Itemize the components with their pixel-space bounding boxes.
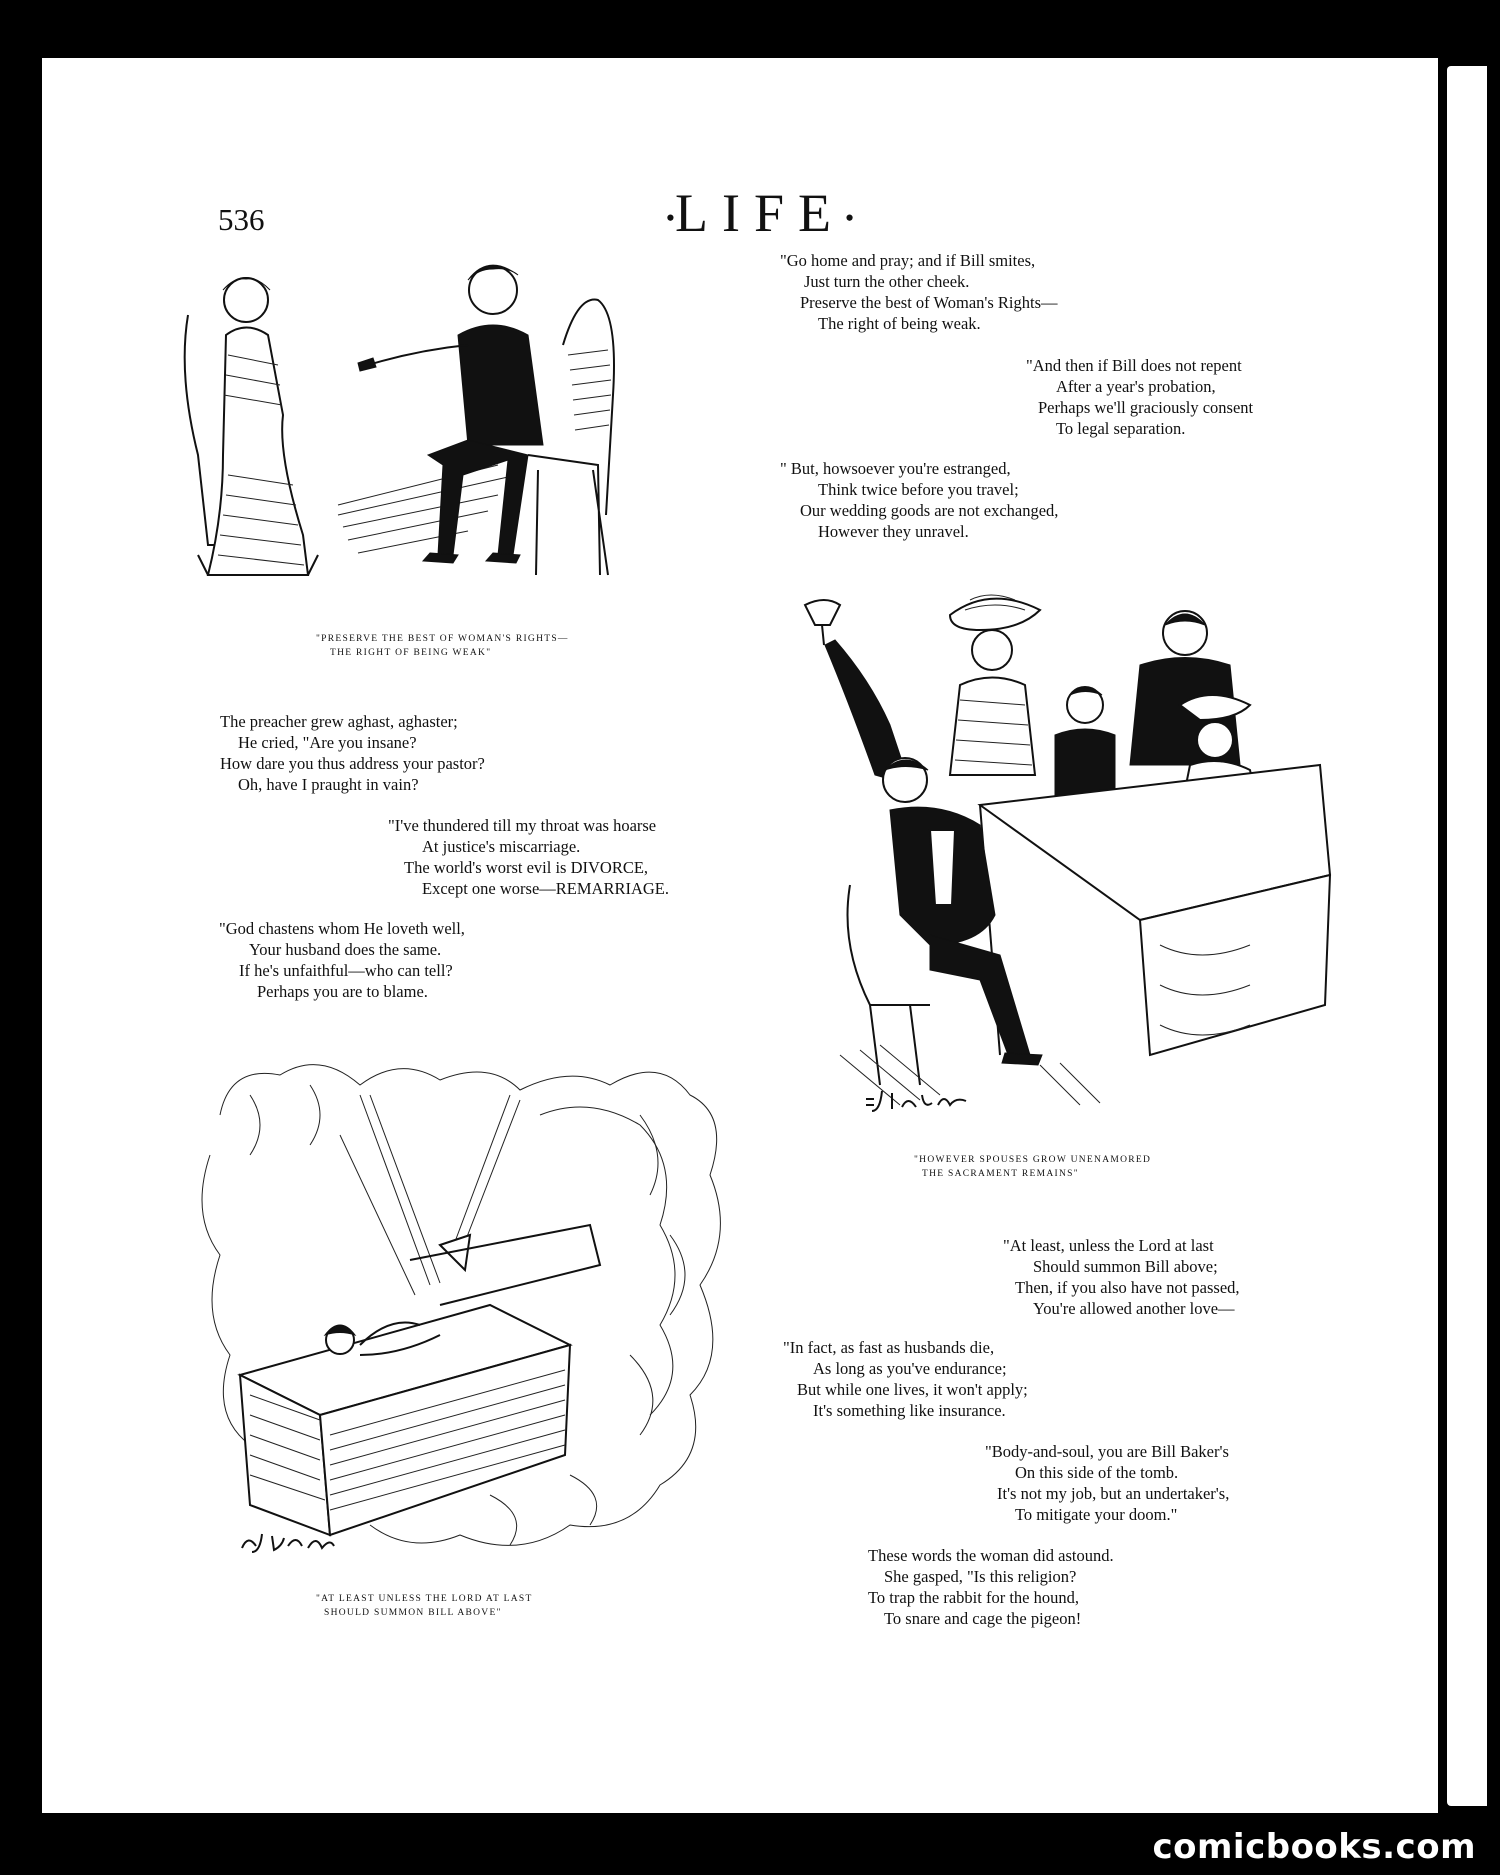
poem-line: " But, howsoever you're estranged, [780,459,1011,478]
poem-stanza [985,1441,1229,1525]
poem-line: It's something like insurance. [813,1401,1006,1420]
poem-stanza [219,918,465,1002]
poem-line: These words the woman did astound. [868,1546,1114,1565]
poem-line: To trap the rabbit for the hound, [868,1588,1079,1607]
coffin [240,1225,600,1535]
poem-line: As long as you've endurance; [813,1359,1007,1378]
poem-line: Except one worse—REMARRIAGE. [422,879,670,898]
masthead-title: LIFE [675,183,845,243]
poem-line: Your husband does the same. [249,940,442,959]
light-beams [340,1095,520,1295]
poem-line: On this side of the tomb. [1015,1463,1179,1482]
dinner-signature [862,1085,972,1115]
poem-stanza [868,1545,1114,1629]
poem-line: Oh, have I praught in vain? [238,775,419,794]
page-number: 536 [218,202,265,237]
seated-man [1055,687,1115,800]
poem-line: "In fact, as fast as husbands die, [783,1338,995,1357]
dinner-caption [914,1153,1151,1181]
poem-line: Then, if you also have not passed, [1015,1278,1240,1297]
poem-line: Should summon Bill above; [1033,1257,1218,1276]
masthead-dot-left: • [665,203,675,233]
poem-line: However they unravel. [818,522,969,541]
lady-with-hat [950,595,1040,775]
poem-line: Preserve the best of Woman's Rights— [800,293,1058,312]
dining-table [980,765,1330,1055]
poem-stanza [1003,1235,1240,1319]
poem-line: "And then if Bill does not repent [1026,356,1242,375]
caption-line: "HOWEVER SPOUSES GROW UNENAMORED [914,1155,1152,1165]
poem-line: How dare you thus address your pastor? [220,754,485,773]
poem-line: Just turn the other cheek. [804,272,970,291]
poem-line: To legal separation. [1056,419,1186,438]
poem-line: To mitigate your doom." [1015,1505,1178,1524]
woman-figure [185,278,318,576]
poem-stanza [780,250,1058,334]
poem-line: After a year's probation, [1056,377,1216,396]
poem-line: To snare and cage the pigeon! [884,1609,1082,1628]
dinner-illustration [780,585,1340,1130]
poem-line: Perhaps we'll graciously consent [1038,398,1254,417]
poem-line: Think twice before you travel; [818,480,1019,499]
poem-stanza [388,815,669,899]
masthead [640,182,880,244]
poem-line: The world's worst evil is DIVORCE, [404,858,649,877]
adjacent-page-edge [1447,66,1487,1806]
coffin-caption [316,1592,533,1620]
poem-line: Our wedding goods are not exchanged, [800,501,1059,520]
poem-line: He cried, "Are you insane? [238,733,417,752]
poem-line: She gasped, "Is this religion? [884,1567,1077,1586]
preacher-illustration [168,255,740,600]
poem-line: At justice's miscarriage. [422,837,581,856]
caption-line: "PRESERVE THE BEST OF WOMAN'S RIGHTS— [316,634,569,644]
poem-line: "I've thundered till my throat was hoarse [388,816,657,835]
hatch-background [338,465,508,553]
caption-line: SHOULD SUMMON BILL ABOVE" [324,1608,502,1618]
coffin-signature [238,1528,338,1556]
poem-line: But while one lives, it won't apply; [797,1380,1028,1399]
poem-stanza [220,711,485,795]
poem-line: "God chastens whom He loveth well, [219,919,465,938]
preacher-caption [316,632,569,660]
poem-line: You're allowed another love— [1033,1299,1235,1318]
poem-stanza [780,458,1058,542]
toasting-man [805,600,1042,1065]
poem-line: "Go home and pray; and if Bill smites, [780,251,1036,270]
caption-line: THE RIGHT OF BEING WEAK" [330,648,492,658]
poem-line: If he's unfaithful—who can tell? [239,961,453,980]
poem-line: Perhaps you are to blame. [257,982,428,1001]
poem-line: "Body-and-soul, you are Bill Baker's [985,1442,1229,1461]
masthead-dot-right: • [845,203,855,233]
caption-line: THE SACRAMENT REMAINS" [922,1169,1079,1179]
poem-stanza [1026,355,1253,439]
coffin-illustration [190,1055,735,1565]
poem-line: It's not my job, but an undertaker's, [997,1484,1230,1503]
poem-stanza [783,1337,1028,1421]
poem-line: The preacher grew aghast, aghaster; [220,712,458,731]
poem-line: "At least, unless the Lord at last [1003,1236,1214,1255]
site-watermark: comicbooks.com [1152,1827,1476,1867]
caption-line: "AT LEAST UNLESS THE LORD AT LAST [316,1594,533,1604]
poem-line: The right of being weak. [818,314,981,333]
